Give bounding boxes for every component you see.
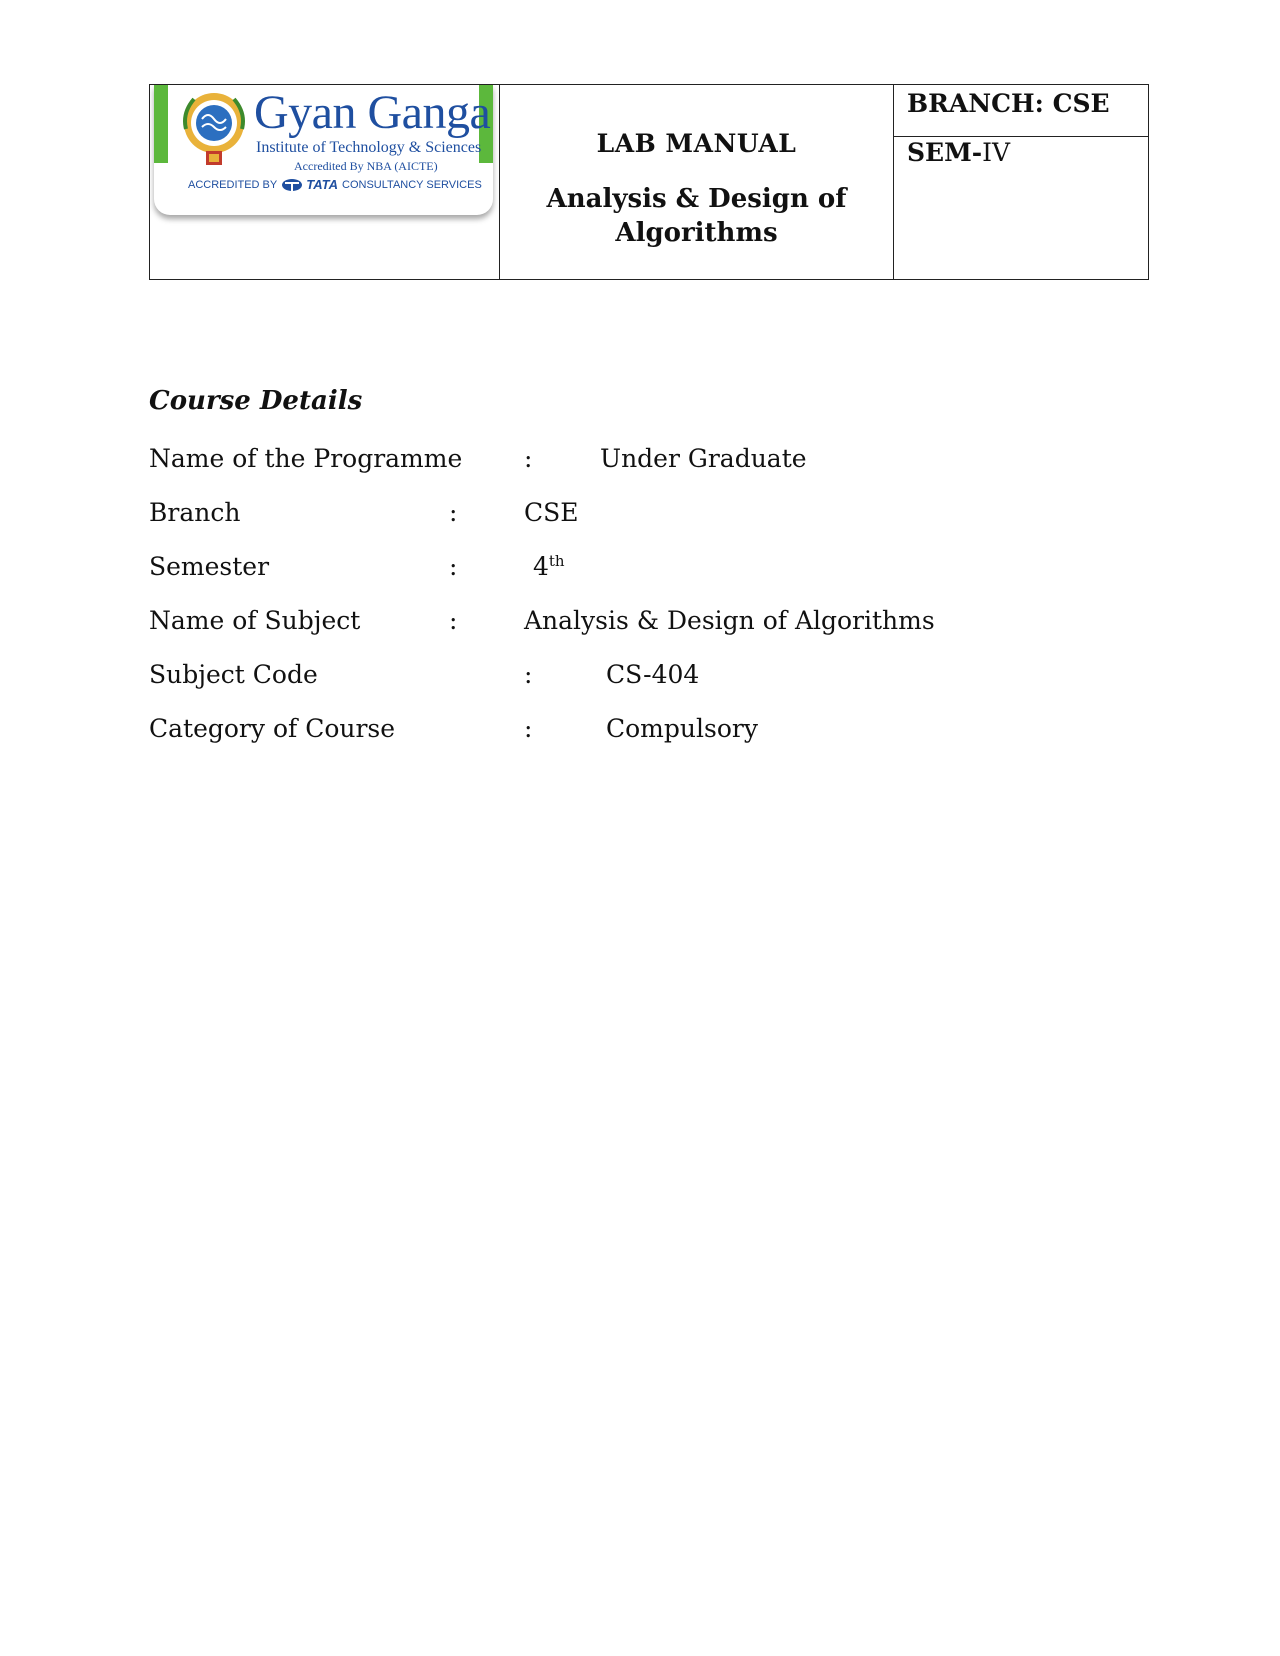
semester-suffix: th	[548, 552, 565, 570]
logo-tcs-line	[188, 177, 482, 192]
subject-title: Analysis & Design of Algorithms	[546, 183, 847, 248]
logo-name: Gyan Ganga	[254, 86, 491, 139]
course-details-heading: Course Details	[149, 386, 363, 416]
semester-number: 4	[533, 552, 549, 581]
detail-label: Name of the Programme	[149, 444, 463, 473]
detail-label: Category of Course	[149, 714, 396, 743]
header-table	[149, 84, 1149, 280]
logo-green-bar-left	[154, 85, 168, 163]
detail-colon: :	[524, 444, 533, 473]
detail-colon: :	[524, 660, 533, 689]
detail-label: Name of Subject	[149, 606, 361, 635]
branch-label: BRANCH: CSE	[894, 85, 1148, 137]
sem-prefix: SEM-	[907, 138, 983, 167]
detail-value: CS-404	[606, 660, 700, 689]
tcs-prefix: ACCREDITED BY	[188, 178, 278, 191]
semester-label	[894, 138, 1148, 167]
detail-value: CSE	[524, 498, 579, 527]
detail-label: Semester	[149, 552, 270, 581]
tcs-brand: TATA	[306, 177, 339, 192]
sem-value: IV	[982, 138, 1011, 167]
tata-logo-icon	[281, 178, 303, 192]
emblem-icon	[176, 89, 252, 171]
detail-label: Subject Code	[149, 660, 318, 689]
detail-label: Branch	[149, 498, 241, 527]
institute-logo	[154, 85, 493, 215]
detail-value: Analysis & Design of Algorithms	[524, 606, 935, 635]
detail-colon: :	[449, 498, 458, 527]
detail-colon: :	[449, 606, 458, 635]
title-cell	[500, 85, 894, 279]
lab-manual-title: LAB MANUAL	[596, 128, 797, 158]
logo-subtitle: Institute of Technology & Sciences	[256, 139, 482, 156]
detail-colon: :	[449, 552, 458, 581]
detail-value	[533, 552, 565, 581]
tcs-suffix: CONSULTANCY SERVICES	[342, 178, 482, 191]
detail-colon: :	[524, 714, 533, 743]
meta-cell	[894, 85, 1148, 279]
detail-value: Compulsory	[606, 714, 758, 743]
detail-value: Under Graduate	[600, 444, 807, 473]
logo-accreditation: Accredited By NBA (AICTE)	[294, 159, 438, 173]
logo-cell	[150, 85, 500, 279]
